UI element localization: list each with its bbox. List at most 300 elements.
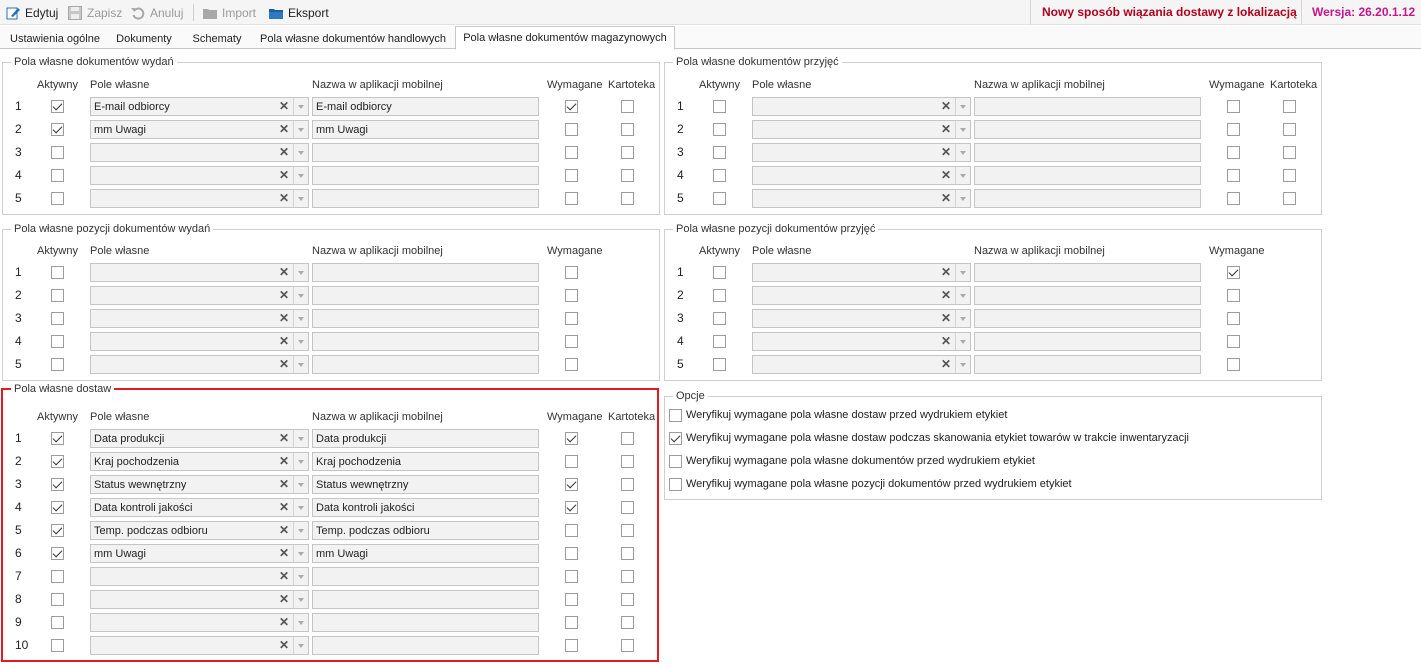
row-number: 4 bbox=[677, 334, 684, 348]
chevron-down-icon[interactable] bbox=[293, 430, 308, 447]
tab-general-settings[interactable]: Ustawienia ogólne bbox=[10, 33, 100, 45]
mobile-name-input[interactable] bbox=[312, 332, 539, 351]
col-head-catalog: Kartoteka bbox=[608, 79, 656, 91]
mobile-name-input[interactable] bbox=[312, 475, 539, 494]
field-value: Temp. podczas odbioru bbox=[94, 525, 208, 537]
chevron-down-icon[interactable] bbox=[955, 310, 970, 327]
clear-icon[interactable]: ✕ bbox=[940, 122, 952, 136]
mobile-name-value: E-mail odbiorcy bbox=[316, 101, 392, 113]
active-checkbox[interactable] bbox=[713, 146, 726, 159]
col-head-required: Wymagane bbox=[547, 245, 603, 257]
mobile-name-input[interactable] bbox=[312, 498, 539, 517]
field-combo[interactable] bbox=[90, 498, 309, 517]
option-label[interactable]: Weryfikuj wymagane pola własne dokumentów przed wydrukiem etykiet bbox=[686, 455, 1035, 467]
active-checkbox[interactable] bbox=[713, 192, 726, 205]
clear-icon[interactable]: ✕ bbox=[278, 168, 290, 182]
clear-icon[interactable]: ✕ bbox=[278, 357, 290, 371]
mobile-name-value: Kraj pochodzenia bbox=[316, 456, 402, 468]
required-checkbox[interactable] bbox=[565, 432, 578, 445]
clear-icon[interactable]: ✕ bbox=[278, 265, 290, 279]
edit-button[interactable] bbox=[5, 3, 58, 22]
required-checkbox[interactable] bbox=[1227, 192, 1240, 205]
required-checkbox[interactable] bbox=[565, 524, 578, 537]
catalog-checkbox[interactable] bbox=[621, 478, 634, 491]
catalog-checkbox[interactable] bbox=[621, 570, 634, 583]
cancel-label: Anuluj bbox=[150, 5, 184, 20]
row-number: 4 bbox=[677, 168, 684, 182]
field-combo[interactable] bbox=[90, 521, 309, 540]
col-head-active: Aktywny bbox=[699, 245, 740, 257]
active-checkbox[interactable] bbox=[51, 169, 64, 182]
cancel-button[interactable] bbox=[130, 3, 183, 22]
group-title: Pola własne pozycji dokumentów przyjęć bbox=[673, 222, 878, 236]
field-combo[interactable] bbox=[90, 309, 309, 328]
required-checkbox[interactable] bbox=[565, 192, 578, 205]
required-checkbox[interactable] bbox=[1227, 289, 1240, 302]
chevron-down-icon[interactable] bbox=[293, 591, 308, 608]
active-checkbox[interactable] bbox=[51, 123, 64, 136]
active-checkbox[interactable] bbox=[51, 146, 64, 159]
clear-icon[interactable]: ✕ bbox=[940, 191, 952, 205]
field-combo[interactable] bbox=[90, 189, 309, 208]
mobile-name-value: Data kontroli jakości bbox=[316, 502, 415, 514]
catalog-checkbox[interactable] bbox=[621, 639, 634, 652]
chevron-down-icon[interactable] bbox=[293, 144, 308, 161]
required-checkbox[interactable] bbox=[1227, 335, 1240, 348]
field-combo[interactable] bbox=[90, 332, 309, 351]
clear-icon[interactable]: ✕ bbox=[940, 168, 952, 182]
mobile-name-input[interactable] bbox=[312, 355, 539, 374]
folder-icon bbox=[202, 5, 218, 21]
active-checkbox[interactable] bbox=[51, 639, 64, 652]
notice-link[interactable]: Nowy sposób wiązania dostawy z lokalizacją bbox=[1042, 5, 1297, 19]
field-value: Kraj pochodzenia bbox=[94, 456, 180, 468]
option-label[interactable]: Weryfikuj wymagane pola własne dostaw przed wydrukiem etykiet bbox=[686, 409, 1008, 421]
chevron-down-icon[interactable] bbox=[955, 121, 970, 138]
catalog-checkbox[interactable] bbox=[1283, 146, 1296, 159]
clear-icon[interactable]: ✕ bbox=[278, 288, 290, 302]
mobile-name-input[interactable] bbox=[312, 97, 539, 116]
catalog-checkbox[interactable] bbox=[1283, 192, 1296, 205]
chevron-down-icon[interactable] bbox=[293, 614, 308, 631]
field-combo[interactable] bbox=[752, 355, 971, 374]
active-checkbox[interactable] bbox=[51, 192, 64, 205]
option-checkbox[interactable] bbox=[669, 432, 682, 445]
required-checkbox[interactable] bbox=[565, 478, 578, 491]
field-combo[interactable] bbox=[90, 452, 309, 471]
clear-icon[interactable]: ✕ bbox=[278, 592, 290, 606]
catalog-checkbox[interactable] bbox=[621, 593, 634, 606]
row-number: 4 bbox=[15, 168, 22, 182]
mobile-name-input[interactable] bbox=[974, 189, 1201, 208]
folder-export-icon bbox=[268, 5, 284, 21]
option-checkbox[interactable] bbox=[669, 455, 682, 468]
active-checkbox[interactable] bbox=[713, 100, 726, 113]
clear-icon[interactable]: ✕ bbox=[278, 122, 290, 136]
active-checkbox[interactable] bbox=[51, 312, 64, 325]
chevron-down-icon[interactable] bbox=[293, 522, 308, 539]
field-combo[interactable] bbox=[752, 166, 971, 185]
toolbar bbox=[0, 0, 1421, 25]
catalog-checkbox[interactable] bbox=[1283, 169, 1296, 182]
clear-icon[interactable]: ✕ bbox=[940, 288, 952, 302]
mobile-name-input[interactable] bbox=[312, 166, 539, 185]
mobile-name-input[interactable] bbox=[312, 544, 539, 563]
row-number: 5 bbox=[677, 357, 684, 371]
field-value: mm Uwagi bbox=[94, 124, 146, 136]
col-head-mobile-name: Nazwa w aplikacji mobilnej bbox=[974, 79, 1105, 91]
active-checkbox[interactable] bbox=[51, 501, 64, 514]
row-number: 3 bbox=[677, 145, 684, 159]
required-checkbox[interactable] bbox=[565, 639, 578, 652]
required-checkbox[interactable] bbox=[565, 616, 578, 629]
clear-icon[interactable]: ✕ bbox=[278, 638, 290, 652]
active-checkbox[interactable] bbox=[51, 616, 64, 629]
field-combo[interactable] bbox=[90, 120, 309, 139]
import-button[interactable] bbox=[202, 3, 256, 22]
field-combo[interactable] bbox=[90, 475, 309, 494]
field-value: E-mail odbiorcy bbox=[94, 101, 170, 113]
chevron-down-icon[interactable] bbox=[293, 287, 308, 304]
field-value: mm Uwagi bbox=[94, 548, 146, 560]
toolbar-divider bbox=[1030, 0, 1031, 25]
mobile-name-value: mm Uwagi bbox=[316, 548, 368, 560]
mobile-name-value: Status wewnętrzny bbox=[316, 479, 409, 491]
active-checkbox[interactable] bbox=[51, 289, 64, 302]
chevron-down-icon[interactable] bbox=[293, 121, 308, 138]
active-checkbox[interactable] bbox=[51, 593, 64, 606]
group-title: Pola własne dostaw bbox=[11, 382, 114, 396]
catalog-checkbox[interactable] bbox=[621, 455, 634, 468]
row-number: 4 bbox=[15, 334, 22, 348]
row-number: 3 bbox=[15, 477, 22, 491]
mobile-name-input[interactable] bbox=[312, 286, 539, 305]
required-checkbox[interactable] bbox=[1227, 169, 1240, 182]
chevron-down-icon[interactable] bbox=[293, 637, 308, 654]
mobile-name-input[interactable] bbox=[312, 309, 539, 328]
active-checkbox[interactable] bbox=[51, 266, 64, 279]
clear-icon[interactable]: ✕ bbox=[278, 477, 290, 491]
row-number: 2 bbox=[15, 454, 22, 468]
mobile-name-input[interactable] bbox=[312, 143, 539, 162]
option-label[interactable]: Weryfikuj wymagane pola własne dostaw podczas skanowania etykiet towarów w trakcie inwentaryzacji bbox=[686, 432, 1189, 444]
field-combo[interactable] bbox=[90, 97, 309, 116]
field-combo[interactable] bbox=[752, 189, 971, 208]
field-combo[interactable] bbox=[752, 286, 971, 305]
chevron-down-icon[interactable] bbox=[293, 545, 308, 562]
active-checkbox[interactable] bbox=[51, 100, 64, 113]
tab-warehouse-custom-fields[interactable]: Pola własne dokumentów magazynowych bbox=[455, 26, 675, 50]
row-number: 1 bbox=[15, 99, 22, 113]
active-checkbox[interactable] bbox=[51, 335, 64, 348]
col-head-required: Wymagane bbox=[1209, 245, 1265, 257]
required-checkbox[interactable] bbox=[1227, 312, 1240, 325]
required-checkbox[interactable] bbox=[1227, 358, 1240, 371]
clear-icon[interactable]: ✕ bbox=[940, 265, 952, 279]
field-combo[interactable] bbox=[90, 286, 309, 305]
chevron-down-icon[interactable] bbox=[293, 476, 308, 493]
chevron-down-icon[interactable] bbox=[293, 333, 308, 350]
clear-icon[interactable]: ✕ bbox=[278, 145, 290, 159]
required-checkbox[interactable] bbox=[565, 501, 578, 514]
clear-icon[interactable]: ✕ bbox=[940, 311, 952, 325]
row-number: 5 bbox=[15, 191, 22, 205]
chevron-down-icon[interactable] bbox=[955, 190, 970, 207]
active-checkbox[interactable] bbox=[51, 358, 64, 371]
mobile-name-input[interactable] bbox=[974, 263, 1201, 282]
mobile-name-input[interactable] bbox=[312, 636, 539, 655]
mobile-name-input[interactable] bbox=[974, 120, 1201, 139]
field-combo[interactable] bbox=[752, 143, 971, 162]
col-head-field: Pole własne bbox=[90, 245, 150, 257]
active-checkbox[interactable] bbox=[713, 289, 726, 302]
row-number: 10 bbox=[15, 638, 29, 652]
row-number: 2 bbox=[677, 122, 684, 136]
chevron-down-icon[interactable] bbox=[293, 167, 308, 184]
col-head-catalog: Kartoteka bbox=[1270, 79, 1318, 91]
mobile-name-input[interactable] bbox=[312, 521, 539, 540]
mobile-name-input[interactable] bbox=[312, 590, 539, 609]
col-head-field: Pole własne bbox=[752, 79, 812, 91]
group-title: Pola własne dokumentów przyjęć bbox=[673, 55, 842, 69]
clear-icon[interactable]: ✕ bbox=[940, 334, 952, 348]
chevron-down-icon[interactable] bbox=[293, 98, 308, 115]
field-combo[interactable] bbox=[90, 590, 309, 609]
mobile-name-input[interactable] bbox=[974, 309, 1201, 328]
chevron-down-icon[interactable] bbox=[955, 333, 970, 350]
chevron-down-icon[interactable] bbox=[293, 310, 308, 327]
col-head-field: Pole własne bbox=[752, 245, 812, 257]
clear-icon[interactable]: ✕ bbox=[278, 311, 290, 325]
catalog-checkbox[interactable] bbox=[621, 100, 634, 113]
row-number: 1 bbox=[677, 265, 684, 279]
clear-icon[interactable]: ✕ bbox=[278, 523, 290, 537]
active-checkbox[interactable] bbox=[713, 335, 726, 348]
col-head-mobile-name: Nazwa w aplikacji mobilnej bbox=[312, 411, 443, 423]
clear-icon[interactable]: ✕ bbox=[940, 145, 952, 159]
option-checkbox[interactable] bbox=[669, 478, 682, 491]
mobile-name-input[interactable] bbox=[974, 332, 1201, 351]
active-checkbox[interactable] bbox=[51, 455, 64, 468]
col-head-mobile-name: Nazwa w aplikacji mobilnej bbox=[312, 79, 443, 91]
row-number: 1 bbox=[677, 99, 684, 113]
import-label: Import bbox=[222, 5, 257, 20]
clear-icon[interactable]: ✕ bbox=[278, 431, 290, 445]
col-head-required: Wymagane bbox=[547, 411, 603, 423]
group-title: Pola własne dokumentów wydań bbox=[11, 55, 177, 69]
export-button[interactable] bbox=[268, 3, 329, 22]
row-number: 2 bbox=[677, 288, 684, 302]
field-combo[interactable] bbox=[90, 166, 309, 185]
chevron-down-icon[interactable] bbox=[955, 144, 970, 161]
required-checkbox[interactable] bbox=[1227, 146, 1240, 159]
option-label[interactable]: Weryfikuj wymagane pola własne pozycji dokumentów przed wydrukiem etykiet bbox=[686, 478, 1072, 490]
field-combo[interactable] bbox=[90, 263, 309, 282]
required-checkbox[interactable] bbox=[565, 289, 578, 302]
catalog-checkbox[interactable] bbox=[621, 432, 634, 445]
mobile-name-input[interactable] bbox=[312, 189, 539, 208]
active-checkbox[interactable] bbox=[51, 432, 64, 445]
col-head-catalog: Kartoteka bbox=[608, 411, 656, 423]
mobile-name-input[interactable] bbox=[312, 452, 539, 471]
tab-trade-custom-fields[interactable]: Pola własne dokumentów handlowych bbox=[260, 33, 446, 45]
chevron-down-icon[interactable] bbox=[293, 356, 308, 373]
clear-icon[interactable]: ✕ bbox=[278, 191, 290, 205]
active-checkbox[interactable] bbox=[713, 312, 726, 325]
version-label: Wersja: 26.20.1.12 bbox=[1312, 5, 1416, 19]
save-button[interactable] bbox=[67, 3, 122, 22]
tab-schemes[interactable]: Schematy bbox=[192, 33, 242, 45]
active-checkbox[interactable] bbox=[713, 266, 726, 279]
mobile-name-input[interactable] bbox=[312, 567, 539, 586]
row-number: 3 bbox=[677, 311, 684, 325]
chevron-down-icon[interactable] bbox=[293, 264, 308, 281]
field-combo[interactable] bbox=[752, 309, 971, 328]
clear-icon[interactable]: ✕ bbox=[278, 615, 290, 629]
row-number: 6 bbox=[15, 546, 22, 560]
col-head-active: Aktywny bbox=[37, 79, 78, 91]
col-head-active: Aktywny bbox=[37, 411, 78, 423]
required-checkbox[interactable] bbox=[565, 266, 578, 279]
row-number: 9 bbox=[15, 615, 22, 629]
required-checkbox[interactable] bbox=[565, 123, 578, 136]
row-number: 2 bbox=[15, 122, 22, 136]
row-number: 5 bbox=[15, 523, 22, 537]
active-checkbox[interactable] bbox=[51, 547, 64, 560]
active-checkbox[interactable] bbox=[713, 169, 726, 182]
chevron-down-icon[interactable] bbox=[293, 190, 308, 207]
chevron-down-icon[interactable] bbox=[955, 98, 970, 115]
col-head-active: Aktywny bbox=[699, 79, 740, 91]
field-combo[interactable] bbox=[752, 97, 971, 116]
field-combo[interactable] bbox=[752, 332, 971, 351]
row-number: 7 bbox=[15, 569, 22, 583]
catalog-checkbox[interactable] bbox=[1283, 123, 1296, 136]
field-value: Data produkcji bbox=[94, 433, 165, 445]
required-checkbox[interactable] bbox=[565, 570, 578, 583]
export-label: Eksport bbox=[288, 5, 329, 20]
undo-icon bbox=[130, 5, 146, 21]
chevron-down-icon[interactable] bbox=[293, 453, 308, 470]
active-checkbox[interactable] bbox=[51, 478, 64, 491]
mobile-name-input[interactable] bbox=[312, 429, 539, 448]
required-checkbox[interactable] bbox=[565, 335, 578, 348]
tab-documents[interactable]: Dokumenty bbox=[116, 33, 172, 45]
field-combo[interactable] bbox=[90, 567, 309, 586]
field-combo[interactable] bbox=[90, 544, 309, 563]
field-combo[interactable] bbox=[90, 355, 309, 374]
required-checkbox[interactable] bbox=[565, 593, 578, 606]
field-combo[interactable] bbox=[90, 636, 309, 655]
required-checkbox[interactable] bbox=[565, 312, 578, 325]
catalog-checkbox[interactable] bbox=[621, 169, 634, 182]
chevron-down-icon[interactable] bbox=[293, 568, 308, 585]
active-checkbox[interactable] bbox=[51, 570, 64, 583]
mobile-name-input[interactable] bbox=[974, 97, 1201, 116]
field-combo[interactable] bbox=[90, 143, 309, 162]
catalog-checkbox[interactable] bbox=[621, 547, 634, 560]
group-title: Opcje bbox=[673, 389, 708, 403]
catalog-checkbox[interactable] bbox=[621, 501, 634, 514]
group-title: Pola własne pozycji dokumentów wydań bbox=[11, 222, 213, 236]
mobile-name-value: mm Uwagi bbox=[316, 124, 368, 136]
required-checkbox[interactable] bbox=[565, 146, 578, 159]
field-value: Data kontroli jakości bbox=[94, 502, 193, 514]
field-combo[interactable] bbox=[90, 429, 309, 448]
edit-icon bbox=[5, 5, 21, 21]
chevron-down-icon[interactable] bbox=[955, 356, 970, 373]
required-checkbox[interactable] bbox=[1227, 100, 1240, 113]
catalog-checkbox[interactable] bbox=[621, 123, 634, 136]
catalog-checkbox[interactable] bbox=[621, 616, 634, 629]
required-checkbox[interactable] bbox=[565, 358, 578, 371]
mobile-name-value: Temp. podczas odbioru bbox=[316, 525, 430, 537]
field-combo[interactable] bbox=[90, 613, 309, 632]
clear-icon[interactable]: ✕ bbox=[278, 500, 290, 514]
row-number: 3 bbox=[15, 311, 22, 325]
mobile-name-input[interactable] bbox=[974, 166, 1201, 185]
mobile-name-input[interactable] bbox=[312, 263, 539, 282]
active-checkbox[interactable] bbox=[713, 123, 726, 136]
row-number: 4 bbox=[15, 500, 22, 514]
clear-icon[interactable]: ✕ bbox=[278, 99, 290, 113]
catalog-checkbox[interactable] bbox=[621, 146, 634, 159]
clear-icon[interactable]: ✕ bbox=[278, 334, 290, 348]
clear-icon[interactable]: ✕ bbox=[940, 357, 952, 371]
col-head-mobile-name: Nazwa w aplikacji mobilnej bbox=[974, 245, 1105, 257]
field-combo[interactable] bbox=[752, 120, 971, 139]
required-checkbox[interactable] bbox=[1227, 123, 1240, 136]
catalog-checkbox[interactable] bbox=[1283, 100, 1296, 113]
mobile-name-input[interactable] bbox=[312, 613, 539, 632]
clear-icon[interactable]: ✕ bbox=[278, 546, 290, 560]
catalog-checkbox[interactable] bbox=[621, 192, 634, 205]
required-checkbox[interactable] bbox=[565, 547, 578, 560]
chevron-down-icon[interactable] bbox=[955, 264, 970, 281]
row-number: 5 bbox=[677, 191, 684, 205]
chevron-down-icon[interactable] bbox=[293, 499, 308, 516]
required-checkbox[interactable] bbox=[565, 455, 578, 468]
clear-icon[interactable]: ✕ bbox=[278, 569, 290, 583]
required-checkbox[interactable] bbox=[565, 169, 578, 182]
mobile-name-input[interactable] bbox=[974, 143, 1201, 162]
option-checkbox[interactable] bbox=[669, 409, 682, 422]
required-checkbox[interactable] bbox=[565, 100, 578, 113]
active-checkbox[interactable] bbox=[51, 524, 64, 537]
clear-icon[interactable]: ✕ bbox=[940, 99, 952, 113]
catalog-checkbox[interactable] bbox=[621, 524, 634, 537]
clear-icon[interactable]: ✕ bbox=[278, 454, 290, 468]
mobile-name-input[interactable] bbox=[974, 286, 1201, 305]
row-number: 1 bbox=[15, 431, 22, 445]
mobile-name-input[interactable] bbox=[974, 355, 1201, 374]
toolbar-divider bbox=[1301, 0, 1302, 25]
save-label: Zapisz bbox=[87, 5, 123, 20]
row-number: 5 bbox=[15, 357, 22, 371]
col-head-required: Wymagane bbox=[1209, 79, 1265, 91]
chevron-down-icon[interactable] bbox=[955, 287, 970, 304]
col-head-field: Pole własne bbox=[90, 79, 150, 91]
chevron-down-icon[interactable] bbox=[955, 167, 970, 184]
col-head-required: Wymagane bbox=[547, 79, 603, 91]
active-checkbox[interactable] bbox=[713, 358, 726, 371]
field-combo[interactable] bbox=[752, 263, 971, 282]
mobile-name-input[interactable] bbox=[312, 120, 539, 139]
col-head-mobile-name: Nazwa w aplikacji mobilnej bbox=[312, 245, 443, 257]
row-number: 3 bbox=[15, 145, 22, 159]
required-checkbox[interactable] bbox=[1227, 266, 1240, 279]
mobile-name-value: Data produkcji bbox=[316, 433, 387, 445]
